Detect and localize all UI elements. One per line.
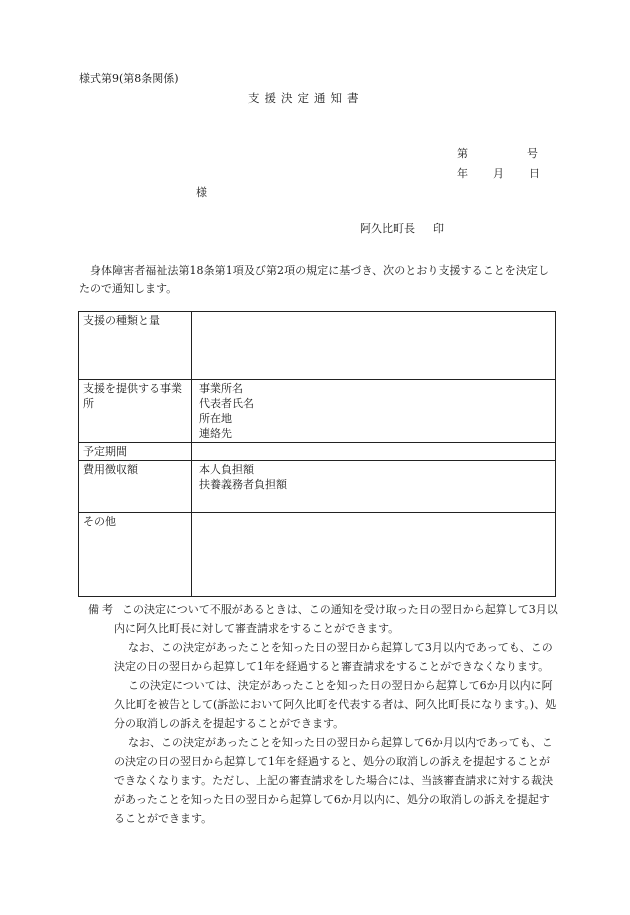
- other-value: [192, 513, 556, 597]
- date-line: [457, 165, 540, 181]
- recipient-honorific: 様: [196, 186, 207, 199]
- remarks-paragraph: なお、この決定があったことを知った日の翌日から起算して3月以内であっても、この決定の日の翌日から起算して1年を経過すると審査請求をすることができなくなります。: [114, 641, 553, 673]
- table-row-planned-period: [79, 443, 556, 461]
- fee-field: 扶養義務者負担額: [199, 478, 287, 491]
- provider-field: 代表者氏名: [199, 397, 254, 410]
- remarks-section: [88, 600, 558, 828]
- number-suffix: 号: [527, 147, 538, 160]
- seal-mark: 印: [433, 222, 444, 235]
- remarks-text: この決定について不服があるときは、この通知を受け取った日の翌日から起算して3月以内に阿久比町長に対して審査請求をすることができます。: [114, 603, 558, 635]
- date-year: 年: [457, 167, 468, 180]
- issuer-line: [360, 220, 444, 236]
- fee-fields: [192, 461, 556, 513]
- planned-period-value: [192, 443, 556, 461]
- provider-label: 支援を提供する事業所: [79, 380, 192, 443]
- table-row-support-type: [79, 312, 556, 380]
- number-prefix: 第: [457, 147, 468, 160]
- provider-field: 所在地: [199, 412, 232, 425]
- provider-field: 事業所名: [199, 382, 243, 395]
- support-type-value: [192, 312, 556, 380]
- remarks-paragraph: なお、この決定があったことを知った日の翌日から起算して6か月以内であっても、この決定の日の翌日から起算して1年を経過すると、処分の取消しの訴えを提起することができなくなります。ただし、上記の審査請求をした場合には、当該審査請求に対する裁決があったことを知った日の翌日から起算して6か月以内に、処分の取消しの訴えを提起することができます。: [114, 736, 554, 825]
- issuer-name: 阿久比町長: [360, 222, 415, 235]
- fee-label: 費用徴収額: [79, 461, 192, 513]
- decision-table: [78, 311, 556, 597]
- table-row-fee: [79, 461, 556, 513]
- date-day: 日: [529, 167, 540, 180]
- table-row-other: [79, 513, 556, 597]
- remarks-label: 備考: [88, 603, 116, 616]
- support-type-label: 支援の種類と量: [79, 312, 192, 380]
- remarks-paragraph: [88, 600, 558, 638]
- remarks-paragraph: この決定については、決定があったことを知った日の翌日から起算して6か月以内に阿久比町を被告として(訴訟において阿久比町を代表する者は、阿久比町長になります。)、処分の取消しの訴えを提起することができます。: [114, 679, 557, 730]
- form-number: 様式第9(第8条関係): [79, 72, 179, 85]
- fee-field: 本人負担額: [199, 463, 254, 476]
- other-label: その他: [79, 513, 192, 597]
- provider-fields: [192, 380, 556, 443]
- provider-field: 連絡先: [199, 427, 232, 440]
- notification-body: 身体障害者福祉法第18条第1項及び第2項の規定に基づき、次のとおり支援することを決定したので通知します。: [79, 264, 549, 295]
- document-title: 支援決定通知書: [248, 91, 364, 105]
- document-number-line: [457, 145, 538, 161]
- date-month: 月: [493, 167, 504, 180]
- planned-period-label: 予定期間: [79, 443, 192, 461]
- table-row-provider: [79, 380, 556, 443]
